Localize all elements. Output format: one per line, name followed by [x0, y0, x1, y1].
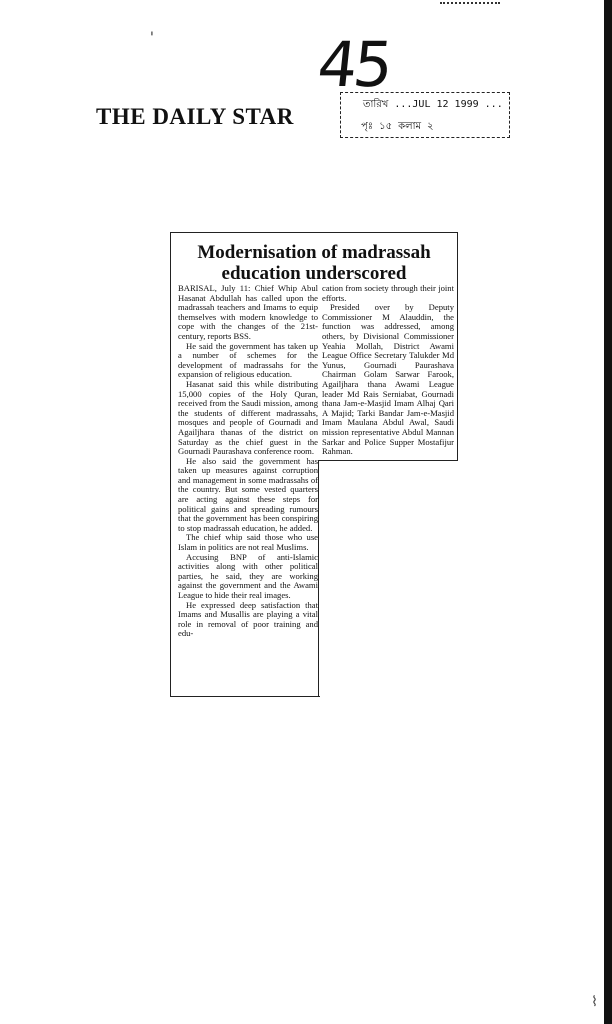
paragraph: He also said the government has taken up measures against corruption and management in some madrassahs of the country. But some vested quarters are acting against these steps for political gains and spreading rumours that the government has been conspiring to stop madrassah education, he added. [178, 455, 318, 533]
paragraph: He said the government has taken up a number of schemes for the development of madrassahs for the expansion of religious education. [178, 340, 318, 380]
clipping-border [318, 460, 319, 696]
scan-edge [604, 0, 612, 1024]
paragraph: BARISAL, July 11: Chief Whip Abul Hasanat Abdullah has called upon the madrassah teachers and Imams to equip themselves with modern knowledge to cope with the changes of the 21st-century, reports BSS. [178, 283, 318, 341]
news-clipping [170, 232, 458, 696]
stamp-page-line: পৃঃ ১৫ কলাম ২ [361, 121, 434, 132]
page-top-noise [440, 2, 500, 7]
paragraph: cation from society through their joint efforts. [322, 283, 454, 303]
clipping-border [457, 232, 458, 460]
newspaper-masthead: THE DAILY STAR [96, 104, 294, 129]
paragraph: Accusing BNP of anti-Islamic activities along with other political parties, he said, they are working against the government and the Awami League to hide their real images. [178, 551, 318, 600]
paragraph: He expressed deep satisfaction that Imams and Musallis are playing a vital role in removal of poor training and edu- [178, 599, 318, 639]
paragraph: Presided over by Deputy Commissioner M Alauddin, the function was addressed, among others, by Divisional Commissioner Yeahia Mollah, District Awami League Office Secretary Talukder Md Yunus, Gournadi Paurashava Chairman Golam Sarwar Farook, Agailjhara thana Awami League leader Md Rais Serniabat, Gournadi thana Jam-e-Masjid Imam Alhaj Qari A Majid; Tarki Bandar Jam-e-Masjid Imam Maulana Abdul Awal, Saudi mission representative Abdul Mannan Sarkar and Police Supper Mostafijur Rahman. [322, 302, 454, 457]
clipping-border [318, 460, 458, 461]
paragraph: Hasanat said this while distributing 15,000 copies of the Holy Quran, received from the Saudi mission, among the students of different madrassahs, mosques and people of Gournadi and Agailjhara thanas of the district on Saturday as the chief guest in the Gournadi Paurashava conference room. [178, 378, 318, 457]
corner-scribble-icon: ⌇ [591, 994, 598, 1010]
paragraph: The chief whip said those who use Islam in politics are not real Muslims. [178, 532, 318, 553]
date-stamp [340, 92, 510, 138]
pencil-tick-icon: ' [150, 30, 154, 46]
clipping-border [170, 232, 458, 233]
clipping-border [170, 696, 320, 697]
handwritten-number: 45 [314, 28, 393, 101]
article-headline: Modernisation of madrassah education underscored [197, 242, 431, 284]
stamp-date-line: তারিখ ...JUL 12 1999 ... [363, 99, 503, 110]
clipping-border [170, 232, 171, 696]
article-right-column [322, 284, 454, 457]
article-left-column [178, 284, 318, 639]
